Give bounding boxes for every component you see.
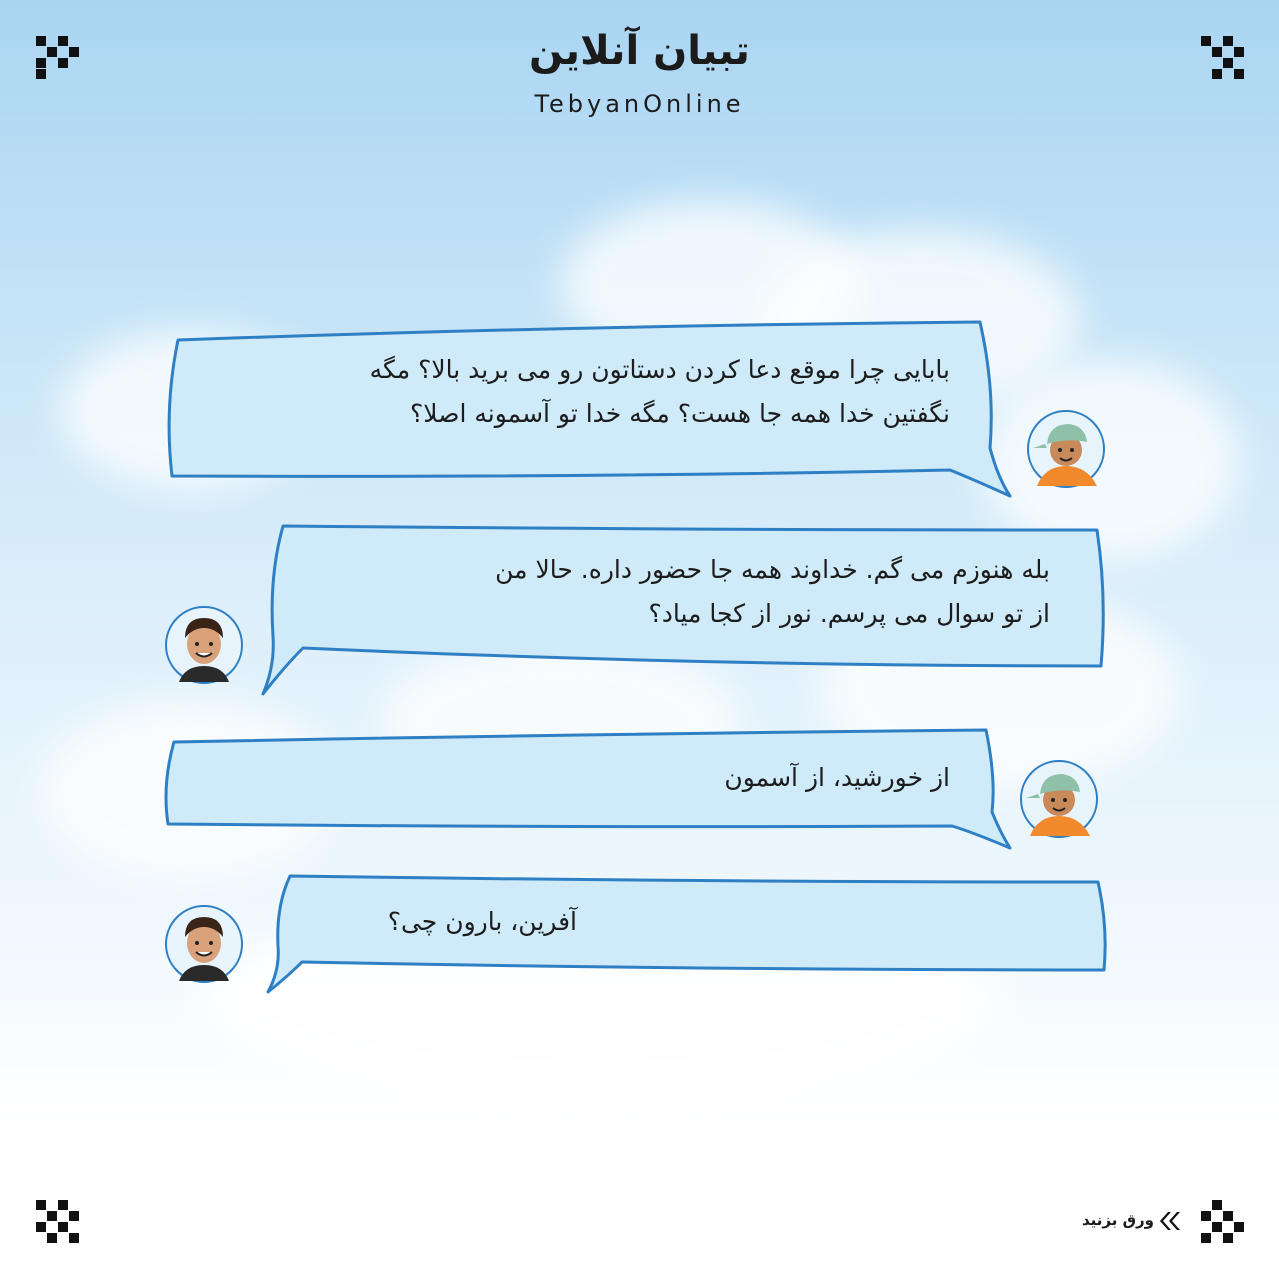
message-line: از خورشید، از آسمون <box>724 763 950 792</box>
double-chevron-icon[interactable] <box>1156 1208 1182 1234</box>
father-avatar <box>163 604 245 686</box>
chat-bubble-father <box>255 516 1115 696</box>
pixel-ornament-icon <box>36 36 80 80</box>
message-line: بابایی چرا موقع دعا کردن دستاتون رو می برید بالا؟ مگه <box>369 355 950 384</box>
pixel-ornament-icon <box>36 1200 80 1244</box>
pixel-ornament-icon <box>1201 36 1245 80</box>
father-avatar <box>163 903 245 985</box>
message-line: بله هنوزم می گم. خداوند همه جا حضور داره. حالا من <box>495 555 1050 584</box>
child-avatar <box>1025 408 1107 490</box>
brand-logo-english: TebyanOnline <box>534 90 745 118</box>
chat-bubble-father <box>262 870 1110 994</box>
message-line: از تو سوال می پرسم. نور از کجا میاد؟ <box>648 599 1050 628</box>
message-line: آفرین، بارون چی؟ <box>387 907 577 936</box>
brand-logo-persian: تبیان آنلاین <box>529 28 750 74</box>
pixel-ornament-icon <box>1201 1200 1245 1244</box>
chat-bubble-child <box>160 728 1020 850</box>
swipe-hint-label[interactable]: ورق بزنید <box>1082 1211 1154 1229</box>
message-line: نگفتین خدا همه جا هست؟ مگه خدا تو آسمونه اصلا؟ <box>410 399 950 428</box>
chat-bubble-child <box>160 318 1020 508</box>
child-avatar <box>1018 758 1100 840</box>
